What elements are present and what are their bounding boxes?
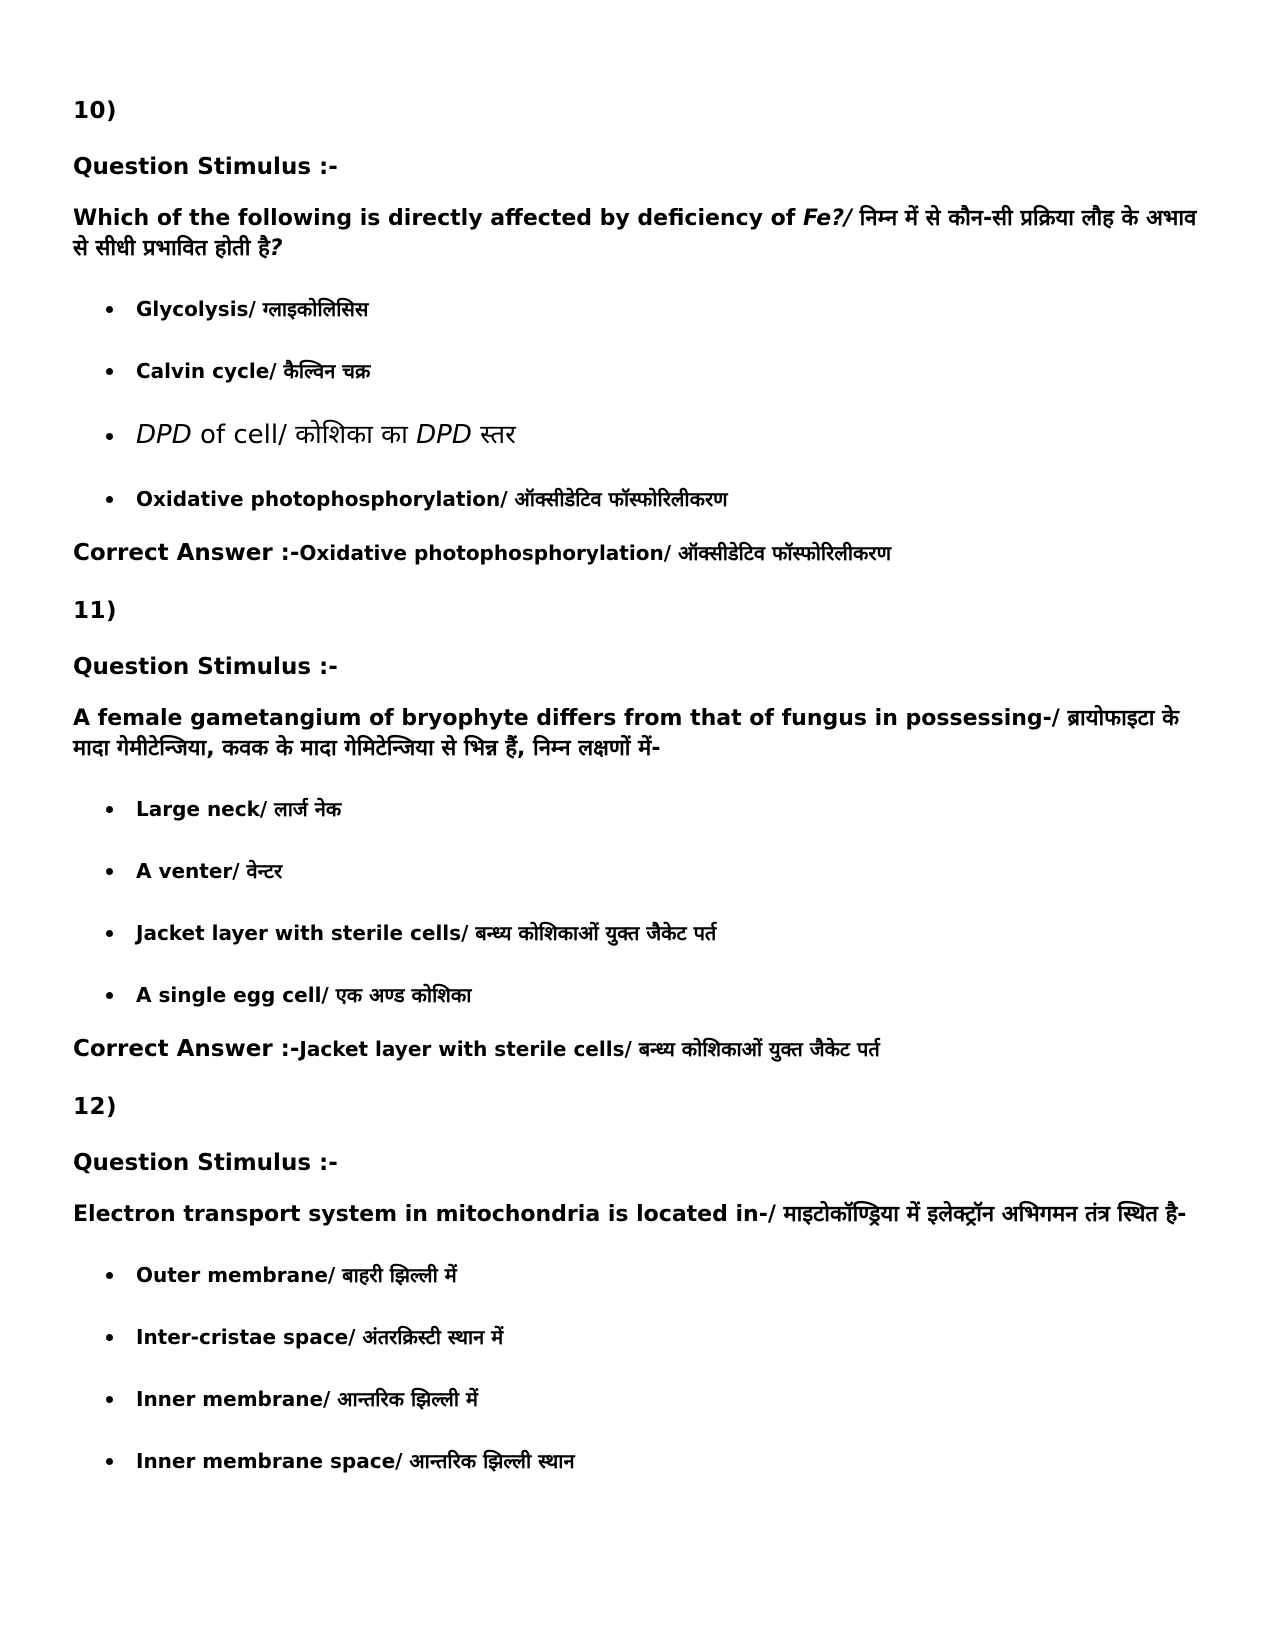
option-item: Jacket layer with sterile cells/ बन्ध्य कोशिकाओं युक्त जैकेट पर्त: [73, 918, 1203, 948]
question-text-part: Which of the following is directly affected by deficiency of: [73, 206, 803, 231]
option-text-part: of cell/ कोशिका का: [191, 420, 417, 450]
stimulus-label: Question Stimulus :-: [73, 654, 338, 680]
question-text-italic: ?: [269, 236, 283, 261]
option-item: Inner membrane space/ आन्तरिक झिल्ली स्थान: [73, 1446, 1203, 1476]
question-page: [73, 96, 1203, 1508]
question-text: [73, 204, 1203, 264]
option-text-italic: DPD: [416, 420, 472, 450]
correct-answer: [73, 538, 1203, 568]
options-list: [73, 1260, 1203, 1476]
stimulus-label: Question Stimulus :-: [73, 154, 338, 180]
question-number: 10): [73, 98, 118, 124]
option-item: A venter/ वेन्टर: [73, 856, 1203, 886]
question-text: A female gametangium of bryophyte differs from that of fungus in possessing-/ ब्रायोफाइटा के मादा गेमीटेन्जिया, कवक के मादा गेमिटेन्जिया से भिन्न हैं, निम्न लक्षणों में-: [73, 706, 1179, 761]
question-text-italic: Fe?/: [802, 206, 852, 231]
option-item: Glycolysis/ ग्लाइकोलिसिस: [73, 294, 1203, 324]
option-text-italic: DPD: [136, 420, 192, 450]
option-item: Large neck/ लार्ज नेक: [73, 794, 1203, 824]
option-item: Inner membrane/ आन्तरिक झिल्ली में: [73, 1384, 1203, 1414]
question-number: 11): [73, 598, 118, 624]
option-item: Calvin cycle/ कैल्विन चक्र: [73, 356, 1203, 386]
option-item: Oxidative photophosphorylation/ ऑक्सीडेटिव फॉस्फोरिलीकरण: [73, 484, 1203, 514]
option-item: A single egg cell/ एक अण्ड कोशिका: [73, 980, 1203, 1010]
option-item: Inter-cristae space/ अंतरक्रिस्टी स्थान में: [73, 1322, 1203, 1352]
correct-answer: [73, 1034, 1203, 1064]
answer-label: Correct Answer :-: [73, 1036, 300, 1062]
options-list: [73, 794, 1203, 1010]
question-10: [73, 96, 1203, 568]
answer-value: Oxidative photophosphorylation/ ऑक्सीडेटिव फॉस्फोरिलीकरण: [299, 541, 892, 565]
option-item: [73, 418, 1203, 452]
stimulus-label: Question Stimulus :-: [73, 1150, 338, 1176]
option-item: Outer membrane/ बाहरी झिल्ली में: [73, 1260, 1203, 1290]
question-12: [73, 1092, 1203, 1476]
options-list: [73, 294, 1203, 514]
answer-value: Jacket layer with sterile cells/ बन्ध्य कोशिकाओं युक्त जैकेट पर्त: [299, 1037, 880, 1061]
question-text: Electron transport system in mitochondria is located in-/ माइटोकॉण्ड्रिया में इलेक्ट्रॉन अभिगमन तंत्र स्थित है-: [73, 1202, 1187, 1227]
question-text-part: निम्न में से कौन-सी प्रक्रिया लौह के अभाव से सीधी प्रभावित होती है: [73, 206, 1197, 261]
question-11: [73, 596, 1203, 1064]
question-number: 12): [73, 1094, 118, 1120]
option-text-part: स्तर: [471, 420, 516, 450]
answer-label: Correct Answer :-: [73, 540, 300, 566]
